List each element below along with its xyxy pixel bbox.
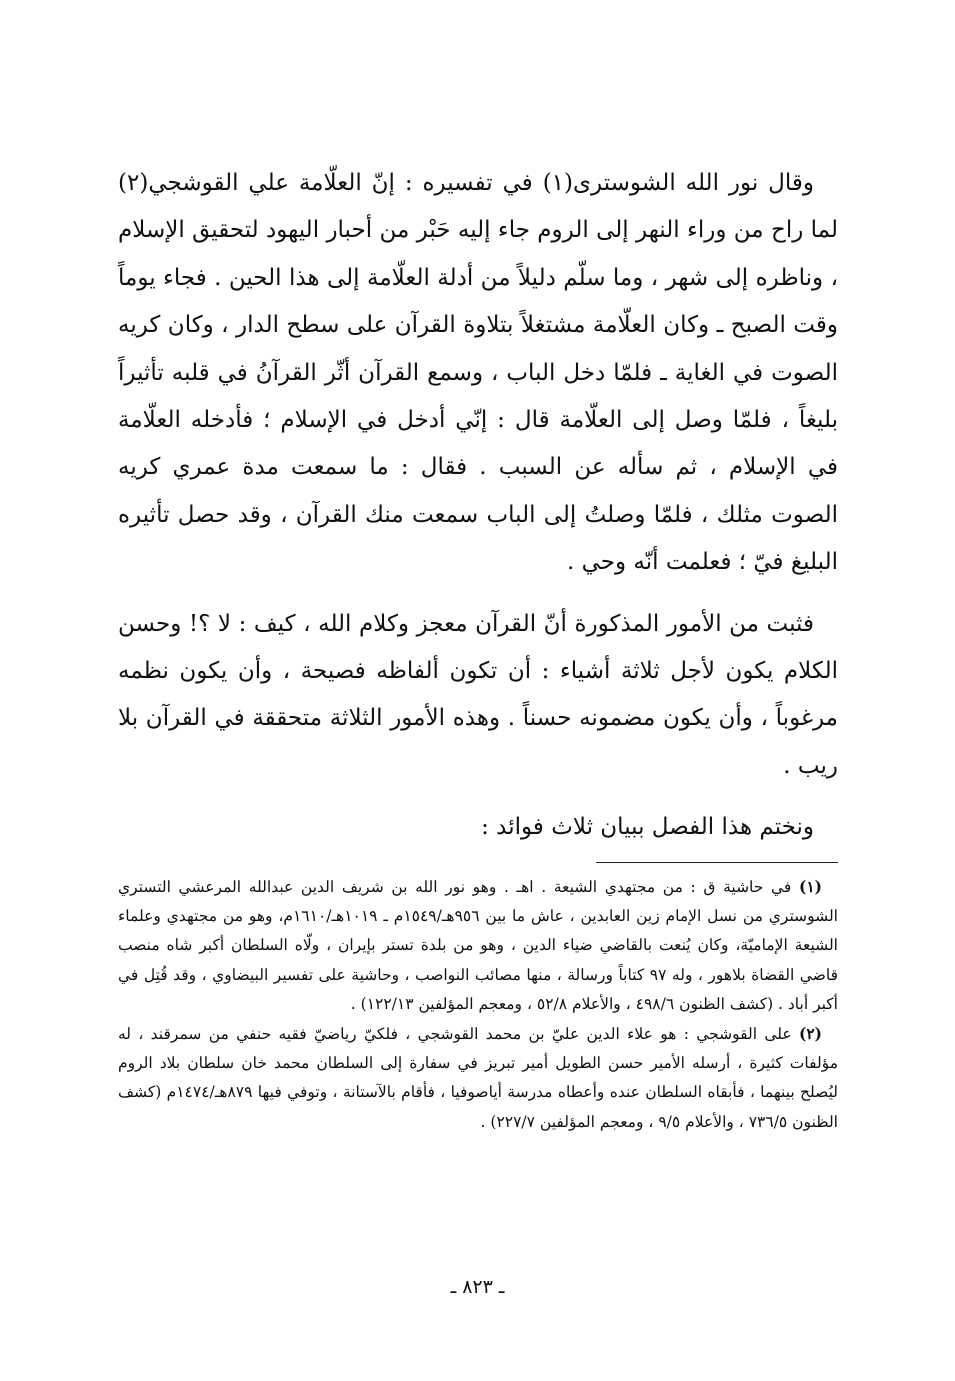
footnote-separator — [596, 862, 838, 863]
paragraph-closing: ونختم هذا الفصل ببيان ثلاث فوائد : — [481, 814, 814, 841]
main-text — [118, 160, 838, 852]
paragraph-conclusion: فثبت من الأمور المذكورة أنّ القرآن معجز وكلام الله ، كيف : لا ؟! وحسن الكلام يكون لأجل ثلاثة أشياء : أن تكون ألفاظه فصيحة ، وأن يكون نظمه مرغوباً ، وأن يكون مضمونه حسناً . وهذه الأمور الثلاثة متحققة في القرآن بلا ريب . — [118, 610, 838, 779]
footnote-text: على القوشجي : هو علاء الدين عليّ بن محمد القوشجي ، فلكيّ رياضيّ فقيه حنفي من سمرقند ، له مؤلفات كثيرة ، أرسله الأمير حسن الطويل أمير تبريز في سفارة إلى السلطان محمد خان سلطان بلاد الروم ليُصلح بينهما ، فأبقاه السلطان عنده وأعطاه مدرسة أياصوفيا ، فأقام بالآستانة ، وتوفي فيها ٨٧٩هـ/١٤٧٤م (كشف الظنون ٧٣٦/٥ ، والأعلام ٩/٥ ، ومعجم المؤلفين ٢٢٧/٧) . — [118, 1025, 838, 1131]
footnotes — [118, 872, 838, 1137]
footnote-1 — [118, 872, 838, 1019]
footnote-marker: (١) — [798, 877, 822, 896]
footnote-marker: (٢) — [798, 1024, 822, 1044]
page-number: ـ ٨٢٣ ـ — [450, 1276, 505, 1298]
paragraph-narrative: وقال نور الله الشوسترى(١) في تفسيره : إنّ العلّامة علي القوشجي(٢) لما راح من وراء النهر إلى الروم جاء إليه حَبْر من أحبار اليهود لتحقيق الإسلام ، وناظره إلى شهر ، وما سلّم دليلاً من أدلة العلّامة إلى هذا الحين . فجاء يوماً وقت الصبح ـ وكان العلّامة مشتغلاً بتلاوة القرآن على سطح الدار ، وكان كريه الصوت في الغاية ـ فلمّا دخل الباب ، وسمع القرآن أثّر القرآنُ في قلبه تأثيراً بليغاً ، فلمّا وصل إلى العلّامة قال : إنّي أدخل في الإسلام ؛ فأدخله العلّامة في الإسلام ، ثم سأله عن السبب . فقال : ما سمعت مدة عمري كريه الصوت مثلك ، فلمّا وصلتُ إلى الباب سمعت منك القرآن ، وقد حصل تأثيره البليغ فيّ ؛ فعلمت أنّه وحي . — [118, 170, 838, 576]
footnote-2 — [118, 1019, 838, 1137]
footnote-text: في حاشية ق : من مجتهدي الشيعة . اهـ . وهو نور الله بن شريف الدين عبدالله المرعشي التستري الشوستري من نسل الإمام زين العابدين ، عاش ما بين ٩٥٦هـ/١٥٤٩م ـ ١٠١٩هـ/١٦١٠م، وهو من مجتهدي وعلماء الشيعة الإماميّة، وكان يُنعت بالقاضي ضياء الدين ، وهو من بلدة تستر بإيران ، ولّاه السلطان أكبر شاه منصب قاضي القضاة بلاهور ، وله ٩٧ كتاباً ورسالة ، منها مصائب النواصب ، وحاشية على تفسير البيضاوي ، وقد قُتِل في أكبر أباد . (كشف الظنون ٤٩٨/٦ ، والأعلام ٥٢/٨ ، ومعجم المؤلفين ١٢٢/١٣) . — [118, 878, 838, 1013]
